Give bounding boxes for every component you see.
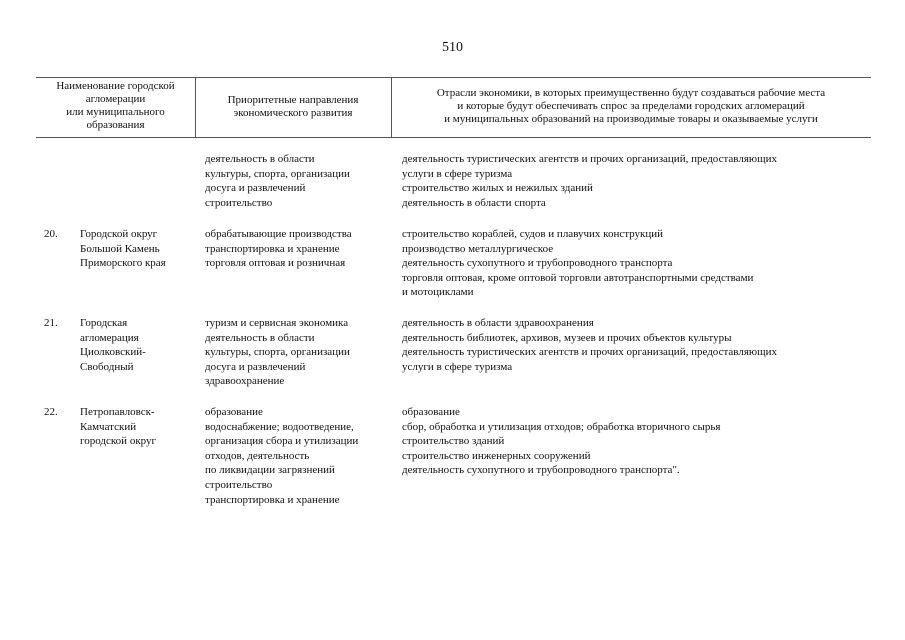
table-header-bottom-rule bbox=[36, 137, 871, 138]
agglomeration-name-cell bbox=[80, 316, 195, 374]
cell-line: агломерация bbox=[80, 331, 139, 344]
directions-cell bbox=[205, 227, 391, 271]
agglomeration-name-cell bbox=[80, 405, 195, 449]
industries-cell bbox=[402, 152, 872, 210]
cell-line: организация сбора и утилизации bbox=[205, 435, 359, 448]
cell-line: обрабатывающие производства bbox=[205, 228, 352, 240]
row-number: 20. bbox=[44, 228, 58, 240]
directions-cell bbox=[205, 316, 391, 389]
cell-line: Циолковский- bbox=[80, 346, 146, 359]
cell-line: Городской округ bbox=[80, 228, 158, 240]
agglomeration-name-cell bbox=[80, 227, 195, 271]
header-line: Наименование городской bbox=[56, 80, 175, 92]
industries-cell bbox=[402, 316, 872, 374]
cell-line: по ликвидации загрязнений bbox=[205, 464, 335, 477]
cell-line: деятельность в области спорта bbox=[402, 196, 546, 209]
cell-line: транспортировка и хранение bbox=[205, 242, 340, 255]
cell-line: здравоохранение bbox=[205, 375, 285, 388]
cell-line: строительство bbox=[205, 196, 273, 209]
cell-line: Петропавловск- bbox=[80, 406, 155, 418]
industries-cell bbox=[402, 227, 872, 300]
header-line: и муниципальных образований на производимые товары и оказываемые услуги bbox=[444, 113, 818, 125]
page-number: 510 bbox=[442, 40, 463, 55]
header-line: агломерации bbox=[85, 93, 146, 105]
cell-line: отходов, деятельность bbox=[205, 449, 310, 462]
cell-line: туризм и сервисная экономика bbox=[205, 317, 349, 329]
cell-line: строительство bbox=[205, 478, 273, 491]
cell-line: образование bbox=[205, 406, 263, 418]
cell-line: услуги в сфере туризма bbox=[402, 167, 513, 180]
header-line: или муниципального bbox=[66, 106, 165, 118]
directions-cell bbox=[205, 405, 391, 507]
cell-line: деятельность библиотек, архивов, музеев и прочих объектов культуры bbox=[402, 331, 732, 344]
cell-line: деятельность в области здравоохранения bbox=[402, 317, 594, 329]
cell-line: деятельность туристических агентств и прочих организаций, предоставляющих bbox=[402, 346, 777, 359]
cell-line: образование bbox=[402, 406, 460, 418]
cell-line: строительство инженерных сооружений bbox=[402, 449, 591, 462]
cell-line: Приморского края bbox=[80, 257, 166, 270]
cell-line: торговля оптовая, кроме оптовой торговли автотранспортными средствами bbox=[402, 271, 754, 284]
cell-line: Большой Камень bbox=[80, 242, 160, 255]
cell-line: услуги в сфере туризма bbox=[402, 360, 513, 373]
cell-line: культуры, спорта, организации bbox=[205, 167, 350, 180]
cell-line: деятельность в области bbox=[205, 331, 315, 344]
cell-line: городской округ bbox=[80, 435, 157, 448]
cell-line: Камчатский bbox=[80, 420, 137, 433]
header-agglomeration-name bbox=[36, 80, 195, 132]
table-header-top-rule bbox=[36, 77, 871, 78]
cell-line: досуга и развлечений bbox=[205, 182, 306, 195]
header-line: экономического развития bbox=[233, 107, 353, 119]
cell-line: транспортировка и хранение bbox=[205, 493, 340, 506]
cell-line: Свободный bbox=[80, 360, 134, 373]
header-line: и которые будут обеспечивать спрос за пределами городских агломераций bbox=[457, 100, 805, 112]
header-line: Приоритетные направления bbox=[227, 94, 359, 106]
cell-line: и мотоциклами bbox=[402, 286, 474, 299]
cell-line: культуры, спорта, организации bbox=[205, 346, 350, 359]
industries-cell bbox=[402, 405, 872, 478]
header-line: Отрасли экономики, в которых преимущественно будут создаваться рабочие места bbox=[436, 87, 826, 99]
cell-line: водоснабжение; водоотведение, bbox=[205, 420, 354, 433]
header-priority-directions bbox=[195, 94, 391, 120]
row-number: 22. bbox=[44, 406, 58, 418]
cell-line: деятельность сухопутного и трубопроводного транспорта bbox=[402, 257, 673, 270]
cell-line: Городская bbox=[80, 317, 128, 329]
cell-line: досуга и развлечений bbox=[205, 360, 306, 373]
cell-line: деятельность сухопутного и трубопроводного транспорта". bbox=[402, 464, 680, 477]
header-line: образования bbox=[86, 119, 145, 131]
cell-line: деятельность туристических агентств и прочих организаций, предоставляющих bbox=[402, 153, 777, 165]
cell-line: строительство жилых и нежилых зданий bbox=[402, 182, 593, 195]
cell-line: строительство зданий bbox=[402, 435, 505, 448]
cell-line: производство металлургическое bbox=[402, 242, 554, 255]
directions-cell bbox=[205, 152, 391, 210]
cell-line: сбор, обработка и утилизация отходов; обработка вторичного сырья bbox=[402, 420, 721, 433]
cell-line: торговля оптовая и розничная bbox=[205, 257, 346, 270]
cell-line: деятельность в области bbox=[205, 153, 315, 165]
header-economy-sectors bbox=[391, 87, 871, 126]
row-number: 21. bbox=[44, 317, 58, 329]
cell-line: строительство кораблей, судов и плавучих конструкций bbox=[402, 228, 664, 240]
